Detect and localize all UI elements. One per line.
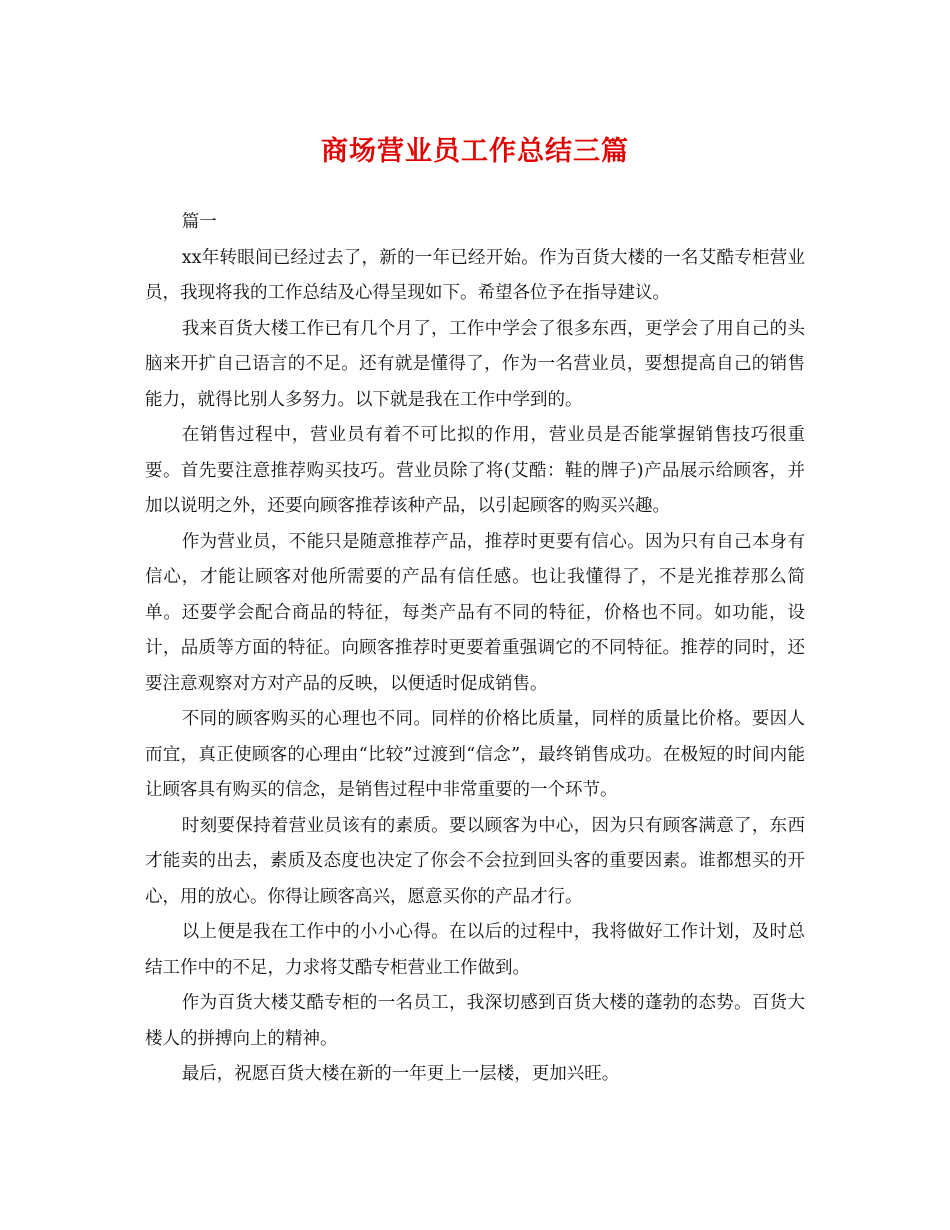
document-title: 商场营业员工作总结三篇 — [321, 136, 629, 167]
paragraph: 不同的顾客购买的心理也不同。同样的价格比质量，同样的质量比价格。要因人而宜，真正使顾客的心理由“比较”过渡到“信念”，最终销售成功。在极短的时间内能让顾客具有购买的信念，是销售过程中非常重要的一个环节。 — [145, 709, 805, 800]
section-label: 篇一 — [181, 212, 217, 232]
paragraph: 最后，祝愿百货大楼在新的一年更上一层楼，更加兴旺。 — [181, 1064, 620, 1084]
paragraph: 在销售过程中，营业员有着不可比拟的作用，营业员是否能掌握销售技巧很重要。首先要注意推荐购买技巧。营业员除了将(艾酷：鞋的牌子)产品展示给顾客，并加以说明之外，还要向顾客推荐该种产品，以引起顾客的购买兴趣。 — [145, 425, 805, 516]
paragraph: 以上便是我在工作中的小小心得。在以后的过程中，我将做好工作计划，及时总结工作中的不足，力求将艾酷专柜营业工作做到。 — [145, 922, 805, 978]
paragraph: 作为营业员，不能只是随意推荐产品，推荐时更要有信心。因为只有自己本身有信心，才能让顾客对他所需要的产品有信任感。也让我懂得了，不是光推荐那么简单。还要学会配合商品的特征，每类产品有不同的特征，价格也不同。如功能，设计，品质等方面的特征。向顾客推荐时更要着重强调它的不同特征。推荐的同时，还要注意观察对方对产品的反映，以便适时促成销售。 — [145, 531, 805, 694]
paragraph: xx年转眼间已经过去了，新的一年已经开始。作为百货大楼的一名艾酷专柜营业员，我现将我的工作总结及心得呈现如下。希望各位予在指导建议。 — [145, 247, 805, 303]
paragraph: 时刻要保持着营业员该有的素质。要以顾客为中心，因为只有顾客满意了，东西才能卖的出去，素质及态度也决定了你会不会拉到回头客的重要因素。谁都想买的开心，用的放心。你得让顾客高兴，愿意买你的产品才行。 — [145, 815, 805, 907]
paragraph: 我来百货大楼工作已有几个月了，工作中学会了很多东西，更学会了用自己的头脑来开扩自己语言的不足。还有就是懂得了，作为一名营业员，要想提高自己的销售能力，就得比别人多努力。以下就是我在工作中学到的。 — [145, 318, 805, 410]
document-body — [145, 205, 805, 1093]
paragraph: 作为百货大楼艾酷专柜的一名员工，我深切感到百货大楼的蓬勃的态势。百货大楼人的拼搏向上的精神。 — [145, 993, 805, 1049]
